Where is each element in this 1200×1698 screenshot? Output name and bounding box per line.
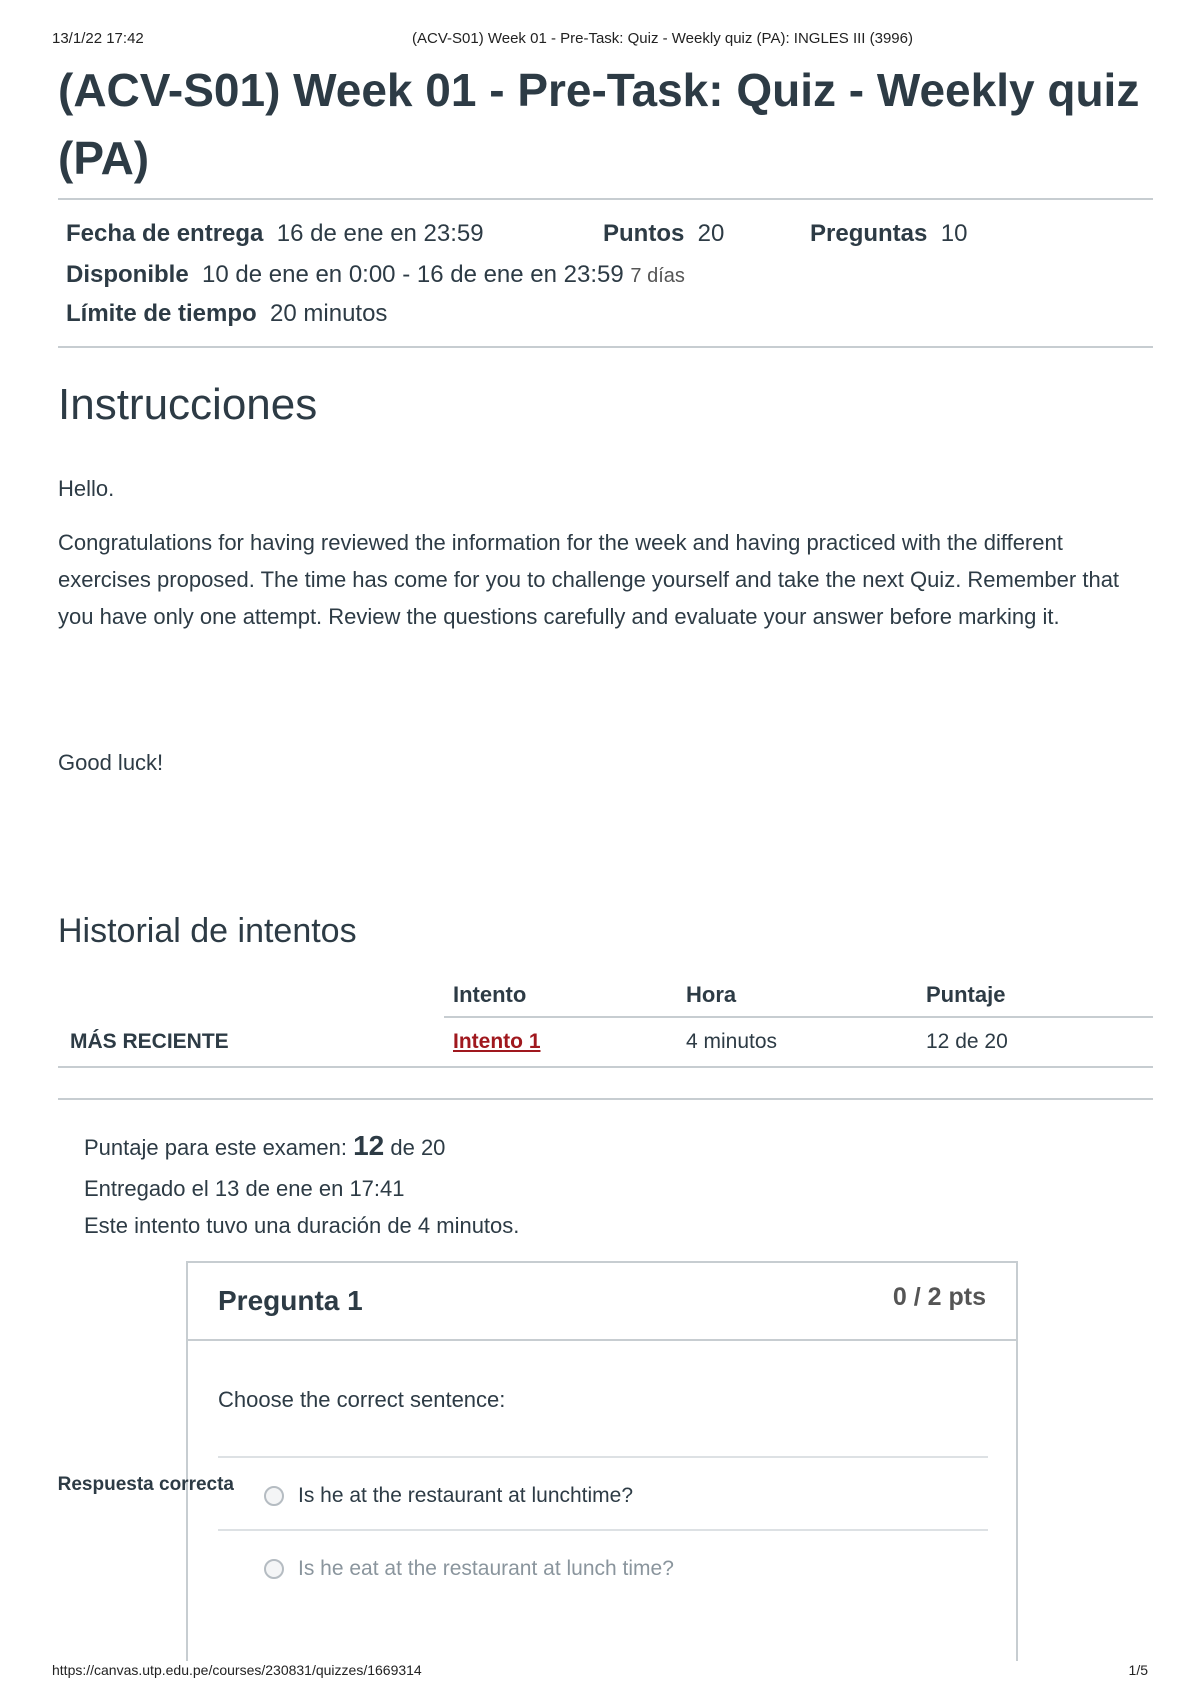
available-value: 10 de ene en 0:00 - 16 de ene en 23:59 <box>202 261 624 288</box>
answer-option-1[interactable]: Is he at the restaurant at lunchtime? <box>298 1484 634 1507</box>
attempt-1-link[interactable]: Intento 1 <box>453 1030 541 1053</box>
time-limit-value: 20 minutos <box>270 300 388 327</box>
question-header <box>188 1263 1016 1341</box>
points-value: 20 <box>697 220 725 247</box>
questions-label: Preguntas <box>810 220 928 247</box>
available-days: 7 días <box>630 265 685 287</box>
page-title: (ACV-S01) Week 01 - Pre-Task: Quiz - Weekly quiz (PA) <box>58 64 1140 184</box>
questions-count <box>810 220 967 248</box>
score-label: Puntaje para este examen: <box>84 1135 347 1160</box>
instructions-closing: Good luck! <box>58 750 164 775</box>
print-page-number: 1/5 <box>1128 1662 1148 1678</box>
divider <box>58 198 1153 200</box>
question-points: 0 / 2 pts <box>892 1283 986 1311</box>
answer-divider <box>218 1456 988 1458</box>
answer-radio-2[interactable] <box>264 1559 284 1579</box>
column-header-time: Hora <box>686 982 737 1007</box>
instructions-greeting: Hello. <box>58 476 115 501</box>
due-date <box>66 220 484 248</box>
column-header-attempt: Intento <box>453 982 527 1007</box>
divider <box>58 346 1153 348</box>
print-page-title: (ACV-S01) Week 01 - Pre-Task: Quiz - Weekly quiz (PA): INGLES III (3996) <box>412 30 913 47</box>
correct-answer-marker <box>56 1474 234 1500</box>
questions-value: 10 <box>940 220 968 247</box>
answer-option-2[interactable]: Is he eat at the restaurant at lunch time? <box>298 1557 674 1580</box>
due-value: 16 de ene en 23:59 <box>276 220 484 247</box>
question-title: Pregunta 1 <box>218 1285 363 1316</box>
score-summary <box>84 1130 445 1162</box>
print-date: 13/1/22 17:42 <box>52 30 144 47</box>
instructions-heading: Instrucciones <box>58 380 318 429</box>
question-card <box>186 1261 1018 1661</box>
due-label: Fecha de entrega <box>66 220 264 247</box>
points-label: Puntos <box>603 220 685 247</box>
divider <box>58 1098 1153 1100</box>
attempt-score: 12 de 20 <box>926 1030 1008 1053</box>
table-row-rule <box>58 1066 1153 1068</box>
points <box>603 220 724 248</box>
table-header-rule <box>444 1016 1153 1018</box>
available-label: Disponible <box>66 261 189 288</box>
score-value: 12 <box>353 1130 385 1161</box>
time-limit-label: Límite de tiempo <box>66 300 257 327</box>
availability <box>66 261 685 289</box>
time-limit <box>66 300 387 328</box>
history-heading: Historial de intentos <box>58 912 357 950</box>
submitted-date: Entregado el 13 de ene en 17:41 <box>84 1176 405 1201</box>
attempt-duration: Este intento tuvo una duración de 4 minutos. <box>84 1213 520 1238</box>
answer-radio-1[interactable] <box>264 1486 284 1506</box>
attempt-time: 4 minutos <box>686 1030 778 1053</box>
column-header-score: Puntaje <box>926 982 1006 1007</box>
instructions-body: Congratulations for having reviewed the information for the week and having practiced with the different exercises proposed. The time has come for you to challenge yourself and take the next Quiz. Remember that you have only one attempt. Review the questions carefully and evaluate your answer before marking it. <box>58 530 1120 629</box>
correct-answer-label: Respuesta correcta <box>57 1474 234 1495</box>
answer-divider <box>218 1529 988 1531</box>
print-footer-url: https://canvas.utp.edu.pe/courses/230831/quizzes/1669314 <box>52 1662 422 1678</box>
question-text: Choose the correct sentence: <box>218 1387 506 1412</box>
score-total: de 20 <box>390 1135 446 1160</box>
row-label-most-recent: MÁS RECIENTE <box>70 1030 229 1053</box>
